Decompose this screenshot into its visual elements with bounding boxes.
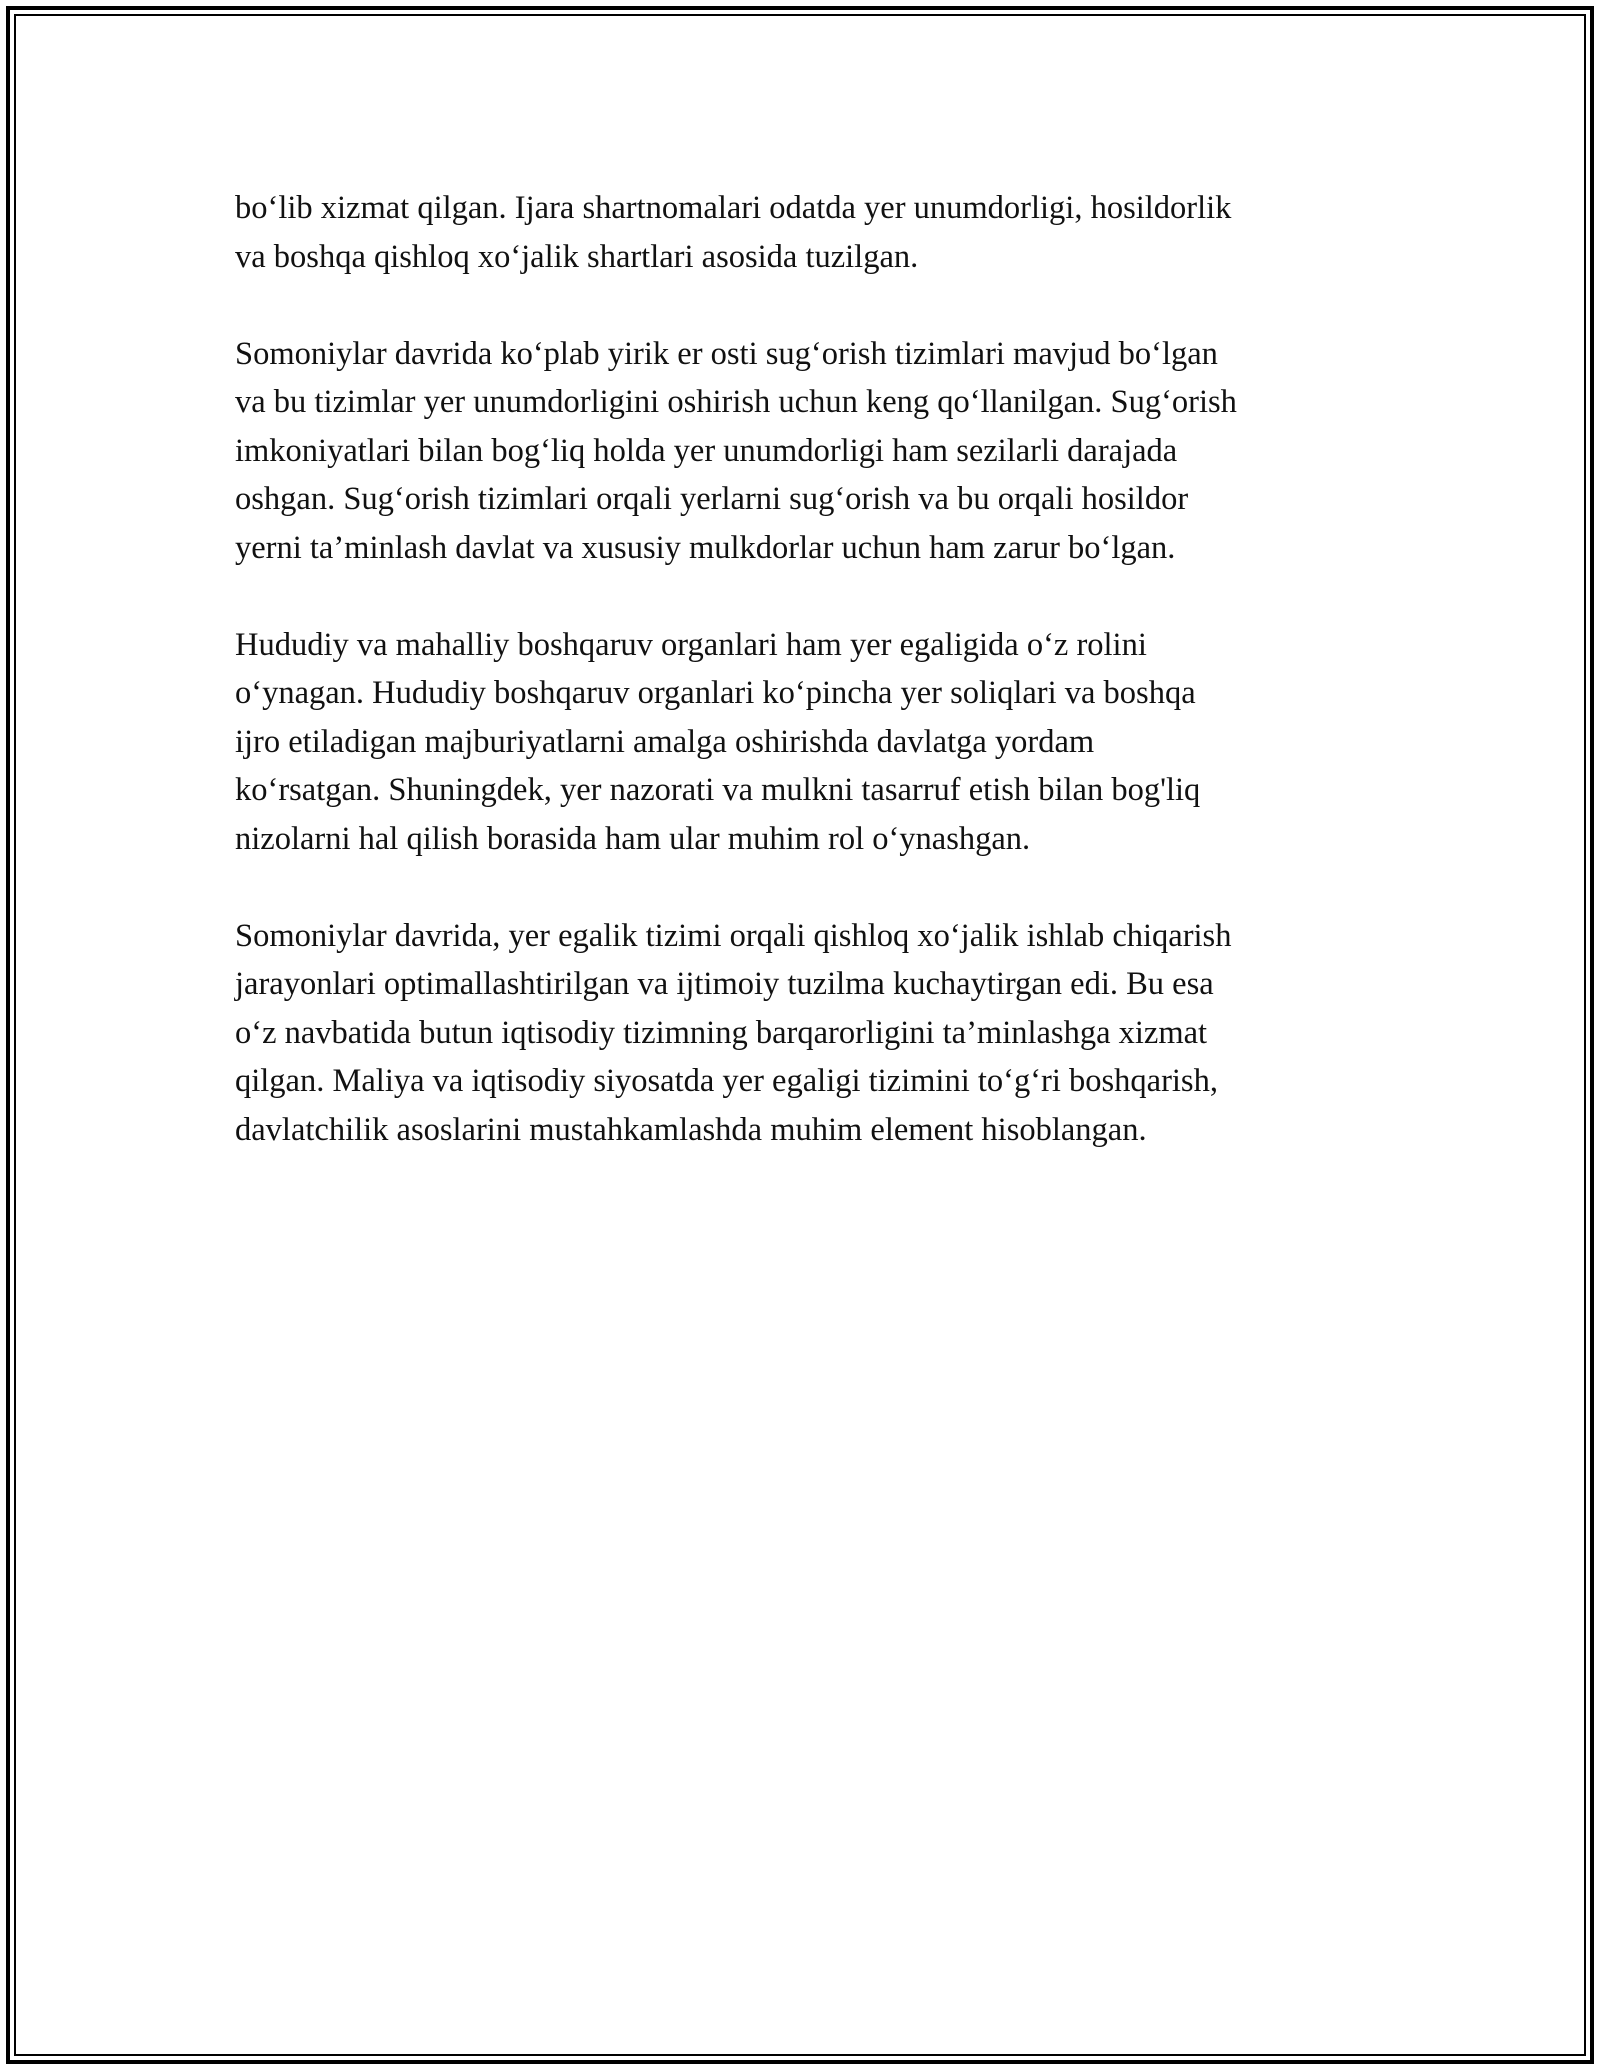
paragraph-3: Hududiy va mahalliy boshqaruv organlari ham yer egaligida o‘z rolini o‘ynagan. Hududiy boshqaruv organlari ko‘pincha yer soliqlari va boshqa ijro etiladigan majburiyatlarni amalga oshirishda davlatga yordam ko‘rsatgan. Shuningdek, yer nazorati va mulkni tasarruf etish bilan bog'liq nizolarni hal qilish borasida ham ular muhim rol o‘ynashgan.	[235, 626, 1201, 857]
document-body	[235, 184, 1375, 1203]
paragraph-2: Somoniylar davrida ko‘plab yirik er osti sug‘orish tizimlari mavjud bo‘lgan va bu tizimlar yer unumdorligini oshirish uchun keng qo‘llanilgan. Sug‘orish imkoniyatlari bilan bog‘liq holda yer unumdorligi ham sezilarli darajada oshgan. Sug‘orish tizimlari orqali yerlarni sug‘orish va bu orqali hosildor yerni ta’minlash davlat va xususiy mulkdorlar uchun ham zarur bo‘lgan.	[235, 335, 1237, 566]
paragraph-4: Somoniylar davrida, yer egalik tizimi orqali qishloq xo‘jalik ishlab chiqarish jarayonlari optimallashtirilgan va ijtimoiy tuzilma kuchaytirgan edi. Bu esa o‘z navbatida butun iqtisodiy tizimning barqarorligini ta’minlashga xizmat qilgan. Maliya va iqtisodiy siyosatda yer egaligi tizimini to‘g‘ri boshqarish, davlatchilik asoslarini mustahkamlashda muhim element hisoblangan.	[235, 917, 1232, 1148]
paragraph-1: bo‘lib xizmat qilgan. Ijara shartnomalari odatda yer unumdorligi, hosildorlik va boshqa qishloq xo‘jalik shartlari asosida tuzilgan.	[235, 190, 1232, 275]
